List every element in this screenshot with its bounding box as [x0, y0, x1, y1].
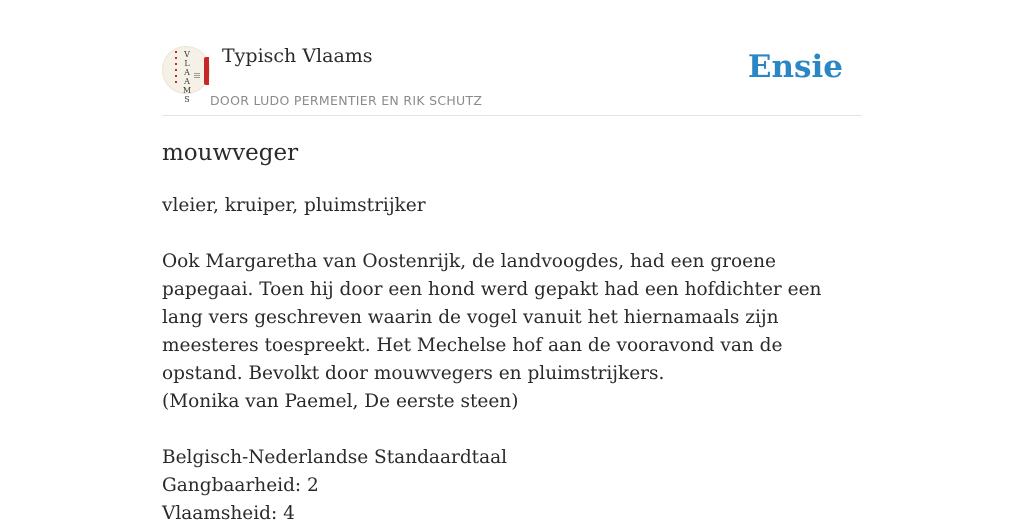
entry-synonyms: vleier, kruiper, pluimstrijker: [162, 195, 426, 216]
spacer: [162, 220, 862, 248]
book-cover-image[interactable]: [162, 46, 210, 104]
entry-quote: Ook Margaretha van Oostenrijk, de landvoogdes, had een groene papegaai. Toen hij door een hond werd gepakt had een hofdichter een lang vers geschreven waarin de vogel vanuit het hiernamaals zijn meesteres toespreekt. Het Mechelse hof aan de vooravond van de opstand. Bevolkt door mouwvegers en pluimstrijkers.: [162, 251, 822, 384]
entry-body: [162, 192, 862, 528]
spacer: [162, 416, 862, 444]
header: [162, 0, 862, 116]
ensie-logo-link[interactable]: Ensie: [747, 49, 843, 85]
entry-gangbaarheid: Gangbaarheid: 2: [162, 475, 319, 496]
cover-red-marks: [175, 51, 177, 85]
cover-letters: V L A A M S: [182, 50, 192, 104]
cover-text-lines: [194, 73, 200, 79]
book-title-link[interactable]: Typisch Vlaams: [222, 45, 373, 67]
entry-language: Belgisch-Nederlandse Standaardtaal: [162, 447, 508, 468]
page-container: [162, 0, 862, 524]
cover-red-edge: [204, 57, 209, 85]
entry-headword: mouwveger: [162, 140, 299, 166]
book-authors: DOOR LUDO PERMENTIER EN RIK SCHUTZ: [210, 93, 483, 108]
entry-quote-source: (Monika van Paemel, De eerste steen): [162, 391, 519, 412]
entry-vlaamsheid: Vlaamsheid: 4: [162, 503, 295, 524]
